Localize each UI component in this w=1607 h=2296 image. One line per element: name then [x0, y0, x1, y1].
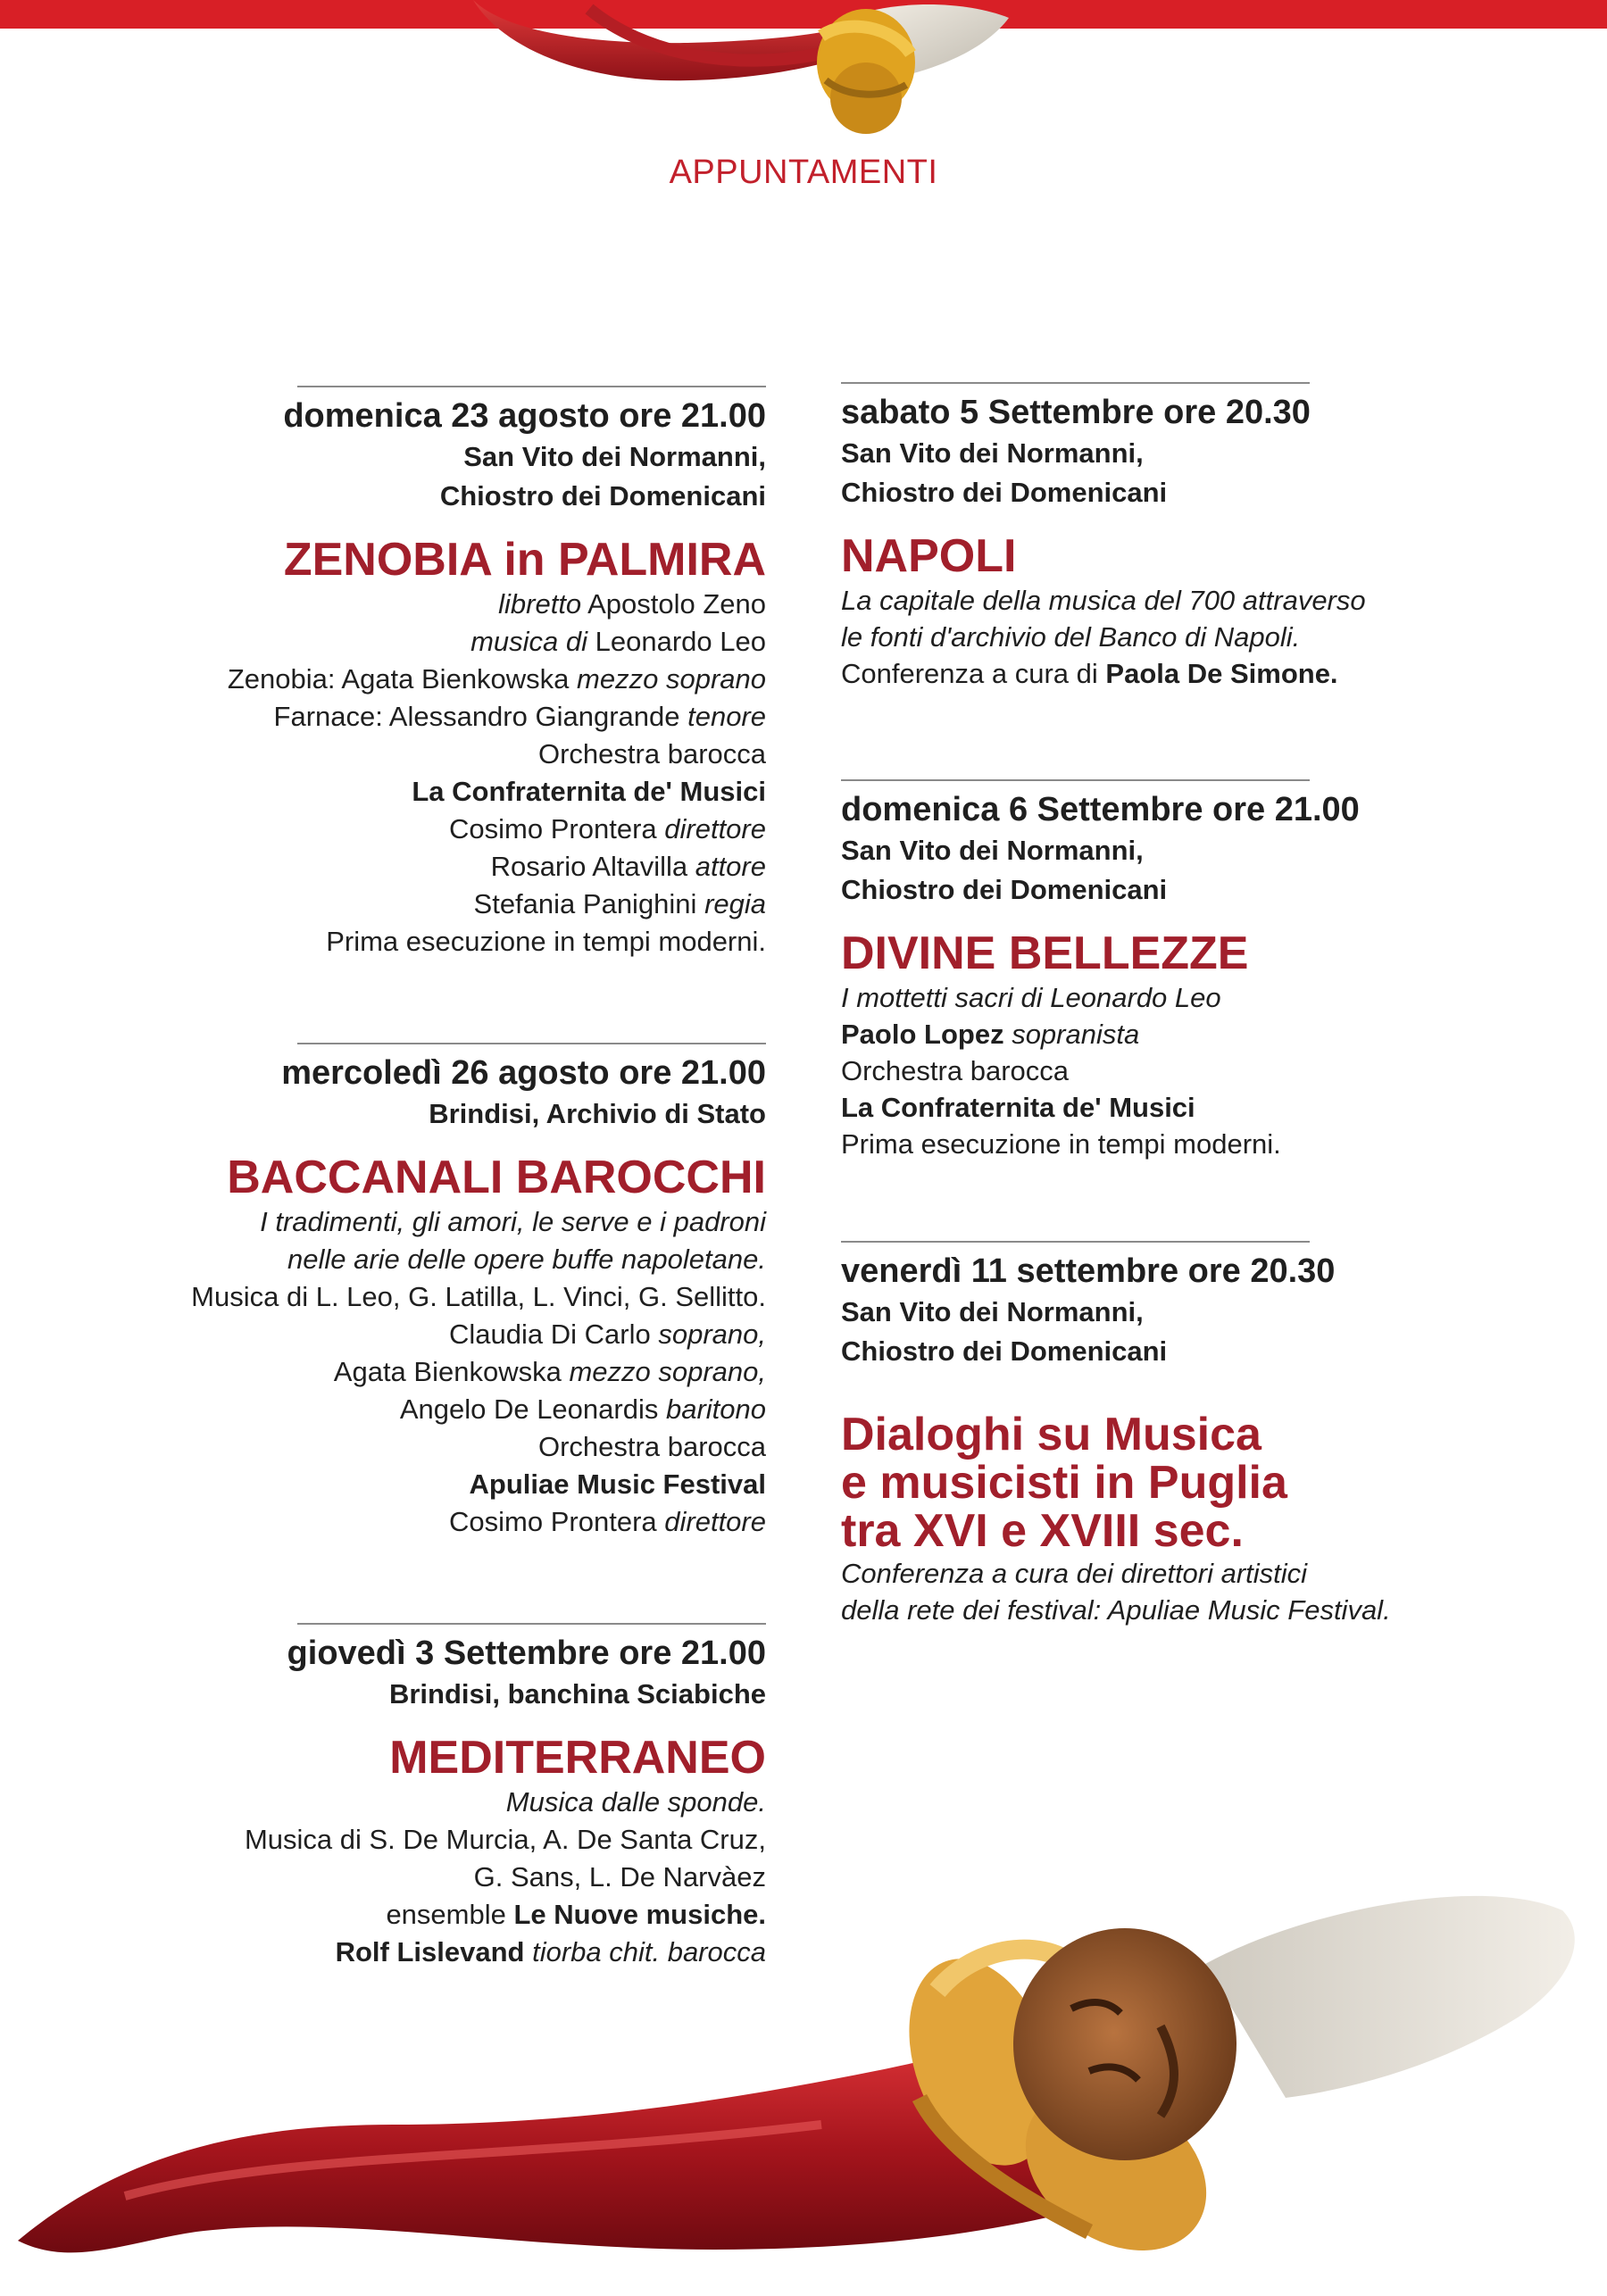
event-date: domenica 23 agosto ore 21.00 [283, 397, 766, 435]
event-detail-line [125, 736, 766, 773]
event-detail-text: nelle arie delle opere buffe napoletane. [287, 1244, 766, 1275]
event-title-line: e musicisti in Puglia [841, 1457, 1287, 1509]
event-detail-text: I tradimenti, gli amori, le serve e i padroni [260, 1206, 766, 1237]
event-venue: San Vito dei Normanni, [841, 835, 1144, 866]
event-detail-text: Conferenza a cura dei direttori artistici [841, 1558, 1308, 1589]
event-venue: Brindisi, banchina Sciabiche [388, 1678, 766, 1710]
event-detail-line [841, 582, 1466, 619]
event-detail-text: soprano, [658, 1319, 766, 1350]
event-detail-line [841, 1016, 1466, 1052]
event-detail-text: della rete dei festival: Apuliae Music Festival. [841, 1594, 1391, 1626]
event-title-line: tra XVI e XVIII sec. [841, 1505, 1244, 1557]
event-detail-text: Paolo Lopez [841, 1019, 1012, 1050]
event-detail-line [125, 1428, 766, 1466]
event-detail-line [841, 1052, 1466, 1089]
event-block [125, 386, 766, 961]
event-detail-line [125, 1241, 766, 1278]
event-detail-text: Prima esecuzione in tempi moderni. [841, 1128, 1281, 1160]
event-detail-line [125, 661, 766, 698]
event-divider [841, 779, 1310, 781]
event-detail-text: Paola De Simone. [1105, 658, 1338, 689]
event-detail-text: Musica di L. Leo, G. Latilla, L. Vinci, G. Sellitto. [191, 1281, 766, 1312]
event-venue: Chiostro dei Domenicani [841, 874, 1168, 905]
event-detail-line [125, 923, 766, 961]
event-detail-line [841, 1126, 1466, 1162]
event-detail-text: baritono [665, 1393, 766, 1425]
event-block [125, 1043, 766, 1541]
event-date: mercoledì 26 agosto ore 21.00 [281, 1054, 766, 1092]
event-detail-text: Orchestra barocca [538, 1431, 766, 1462]
event-title [125, 534, 766, 586]
event-detail-text: La capitale della musica del 700 attraverso [841, 585, 1366, 616]
event-detail-text: libretto [498, 588, 582, 620]
event-venue: Brindisi, Archivio di Stato [429, 1098, 766, 1129]
event-date: giovedì 3 Settembre ore 21.00 [287, 1635, 766, 1672]
event-detail-text: I mottetti sacri di Leonardo Leo [841, 982, 1221, 1013]
event-detail-text: mezzo soprano, [569, 1356, 766, 1387]
event-detail-text: sopranista [1012, 1019, 1140, 1050]
event-detail-line [125, 1278, 766, 1316]
event-detail-line [125, 1391, 766, 1428]
section-title: APPUNTAMENTI [669, 154, 938, 191]
event-detail-text: direttore [664, 1506, 766, 1537]
event-detail-line [125, 1821, 766, 1859]
event-detail-text: attore [695, 851, 766, 882]
event-detail-line [125, 848, 766, 886]
event-detail-text: Angelo De Leonardis [399, 1393, 666, 1425]
event-divider [297, 1623, 766, 1625]
event-title [125, 1732, 766, 1784]
event-title-line: Dialoghi su Musica [841, 1409, 1261, 1460]
chili-pepper-top-image [464, 0, 1018, 152]
event-detail-text: La Confraternita de' Musici [412, 776, 766, 807]
event-detail-text: regia [704, 888, 766, 919]
event-detail-line [125, 1466, 766, 1503]
event-block [841, 779, 1466, 1162]
event-divider [297, 1043, 766, 1044]
event-divider [841, 1241, 1310, 1243]
event-detail-text: Prima esecuzione in tempi moderni. [326, 926, 766, 957]
event-detail-text: Claudia Di Carlo [449, 1319, 659, 1350]
event-venue: Chiostro dei Domenicani [439, 480, 766, 512]
event-title [841, 928, 1466, 979]
event-date: domenica 6 Settembre ore 21.00 [841, 791, 1360, 828]
event-divider [841, 382, 1310, 384]
event-detail-text: Apostolo Zeno [581, 588, 766, 620]
event-detail-text: ensemble [386, 1899, 514, 1930]
event-detail-line [125, 1203, 766, 1241]
event-detail-line [841, 619, 1466, 655]
event-detail-text: Agata Bienkowska [333, 1356, 570, 1387]
event-detail-line [125, 773, 766, 811]
event-detail-text: musica di [470, 626, 588, 657]
event-detail-text: Cosimo Prontera [449, 1506, 665, 1537]
event-title-line: BACCANALI BAROCCHI [227, 1152, 766, 1203]
event-detail-text: Apuliae Music Festival [469, 1468, 766, 1500]
event-detail-text: Musica di S. De Murcia, A. De Santa Cruz, [244, 1824, 766, 1855]
event-detail-line [125, 1503, 766, 1541]
event-venue: San Vito dei Normanni, [463, 441, 766, 472]
event-detail-line [125, 1316, 766, 1353]
event-block [841, 382, 1466, 692]
event-detail-text: Orchestra barocca [841, 1055, 1069, 1086]
event-title [841, 530, 1466, 582]
event-detail-text: direttore [664, 813, 766, 844]
event-venue: San Vito dei Normanni, [841, 437, 1144, 469]
event-detail-line [125, 1353, 766, 1391]
event-detail-text: le fonti d'archivio del Banco di Napoli. [841, 621, 1301, 653]
event-title-line: NAPOLI [841, 530, 1017, 582]
event-detail-text: Farnace: Alessandro Giangrande [273, 701, 688, 732]
event-title-line: DIVINE BELLEZZE [841, 928, 1249, 979]
event-detail-text: Zenobia: Agata Bienkowska [227, 663, 578, 695]
event-detail-text: tenore [687, 701, 766, 732]
event-detail-text: Rolf Lislevand [335, 1936, 533, 1967]
event-detail-text: Rosario Altavilla [490, 851, 695, 882]
event-detail-line [841, 979, 1466, 1016]
event-venue: Chiostro dei Domenicani [841, 477, 1168, 508]
event-venue: San Vito dei Normanni, [841, 1296, 1144, 1327]
event-venue: Chiostro dei Domenicani [841, 1335, 1168, 1367]
event-detail-line [841, 1089, 1466, 1126]
event-detail-text: Musica dalle sponde. [505, 1786, 766, 1818]
event-detail-text: Le Nuove musiche. [513, 1899, 766, 1930]
event-detail-line [841, 1592, 1466, 1628]
event-date: venerdì 11 settembre ore 20.30 [841, 1252, 1336, 1290]
event-block [841, 1241, 1466, 1628]
event-detail-line [125, 586, 766, 623]
event-detail-text: Stefania Panighini [473, 888, 705, 919]
event-detail-text: Orchestra barocca [538, 738, 766, 769]
event-detail-text: mezzo soprano [577, 663, 766, 695]
event-detail-line [125, 623, 766, 661]
event-divider [297, 386, 766, 387]
event-detail-text: G. Sans, L. De Narvàez [473, 1861, 766, 1893]
event-detail-text: Cosimo Prontera [449, 813, 665, 844]
event-detail-line [841, 655, 1466, 692]
event-detail-line [125, 698, 766, 736]
event-detail-text: Conferenza a cura di [841, 658, 1106, 689]
event-detail-line [125, 1784, 766, 1821]
event-detail-line [841, 1555, 1466, 1592]
chili-pepper-bottom-image [18, 1857, 1598, 2296]
event-detail-text: tiorba chit. barocca [532, 1936, 766, 1967]
event-detail-line [125, 886, 766, 923]
event-date: sabato 5 Settembre ore 20.30 [841, 394, 1311, 431]
event-title [125, 1152, 766, 1203]
event-detail-line [125, 811, 766, 848]
event-title-line: ZENOBIA in PALMIRA [283, 534, 766, 586]
event-detail-text: La Confraternita de' Musici [841, 1092, 1195, 1123]
event-title-line: MEDITERRANEO [389, 1732, 766, 1784]
event-title [841, 1410, 1466, 1555]
event-detail-text: Leonardo Leo [587, 626, 766, 657]
